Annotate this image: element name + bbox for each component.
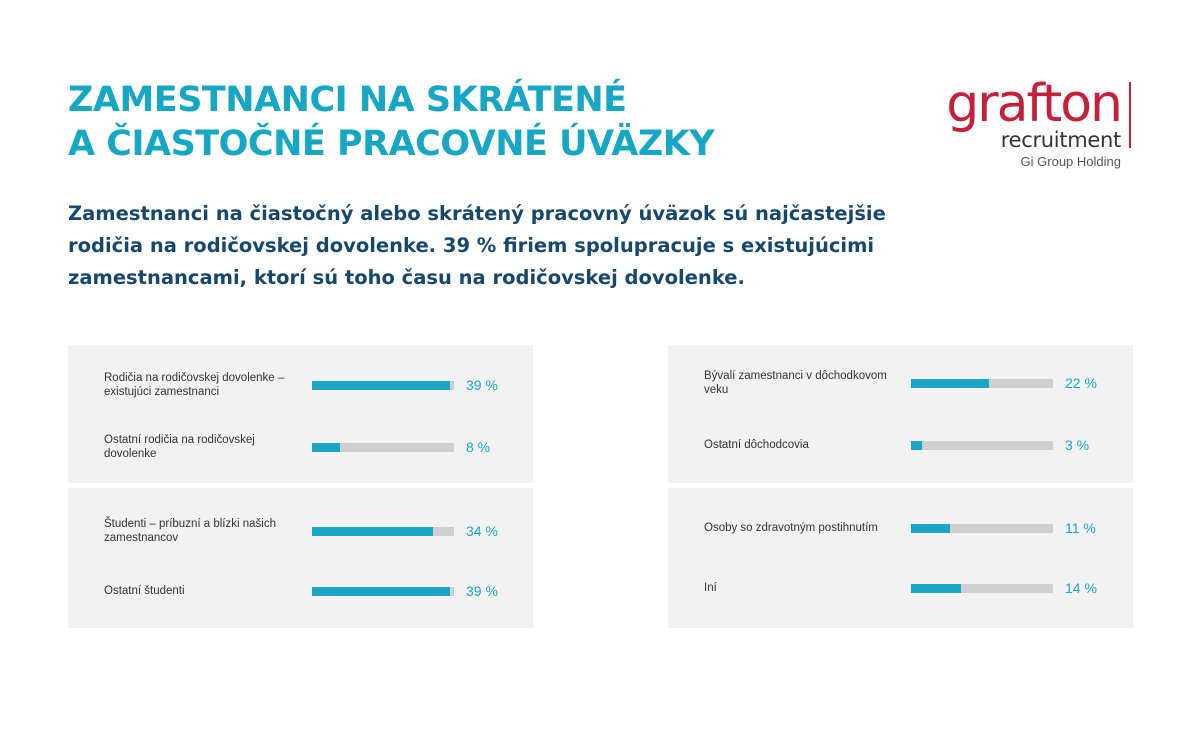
intro-text: Zamestnanci na čiastočný alebo skrátený pracovný úväzok sú najčastejšie rodičia na rodičovskej dovolenke. 39 % firiem spolupracuje s existujúcimi zamestnancami, ktorí sú toho času na rodičovskej dovolenke.	[68, 202, 886, 289]
bar-label: Iní	[704, 582, 717, 594]
data-label: 11 %	[1065, 520, 1096, 536]
chart-panel	[668, 345, 1133, 483]
bar-label: Rodičia na rodičovskej dovolenke – existujúci zamestnanci	[104, 372, 285, 398]
bar	[911, 441, 922, 450]
chart-row	[668, 363, 1133, 403]
data-label: 39 %	[466, 583, 498, 599]
bar-track	[312, 527, 454, 536]
data-label: 39 %	[466, 377, 498, 393]
chart-panel	[68, 488, 533, 628]
chart-row	[668, 425, 1133, 465]
chart-row	[668, 508, 1133, 548]
bar-label: Ostatní študenti	[104, 585, 185, 597]
bar-label: Študenti – príbuzní a blízki našich zamestnancov	[104, 518, 276, 544]
bar-track	[312, 587, 454, 596]
bar-track	[312, 443, 454, 452]
data-label: 22 %	[1065, 375, 1097, 391]
chart-row	[68, 511, 533, 551]
data-label: 14 %	[1065, 580, 1097, 596]
bar-track	[312, 381, 454, 390]
bar	[911, 584, 961, 593]
title-line-2: A ČIASTOČNÉ PRACOVNÉ ÚVÄZKY	[68, 124, 715, 164]
title-line-1: ZAMESTNANCI NA SKRÁTENÉ	[68, 80, 627, 120]
chart-row	[68, 427, 533, 467]
logo-subtitle: recruitment	[1000, 128, 1121, 152]
chart-panel	[668, 488, 1133, 628]
logo-divider	[1129, 82, 1131, 148]
bar	[911, 379, 989, 388]
bar	[312, 587, 450, 596]
bar-track	[911, 379, 1053, 388]
bar-track	[911, 441, 1053, 450]
data-label: 8 %	[466, 439, 491, 455]
bar-label: Ostatní dôchodcovia	[704, 439, 809, 451]
chart-row	[68, 571, 533, 611]
bar	[312, 443, 340, 452]
bar	[312, 381, 450, 390]
grafton-logo	[905, 74, 1135, 172]
page-title	[68, 78, 828, 166]
data-label: 3 %	[1065, 437, 1090, 453]
logo-brand: grafton	[946, 74, 1121, 134]
data-label: 34 %	[466, 523, 498, 539]
chart-row	[668, 568, 1133, 608]
bar-label: Ostatní rodičia na rodičovskej dovolenke	[104, 434, 255, 460]
bar-label: Bývalí zamestnanci v dôchodkovom veku	[704, 370, 887, 396]
logo-holding: Gi Group Holding	[1020, 154, 1121, 169]
chart-row	[68, 365, 533, 405]
bar-label: Osoby so zdravotným postihnutím	[704, 522, 878, 534]
bar-track	[911, 584, 1053, 593]
bar	[911, 524, 950, 533]
bar	[312, 527, 433, 536]
bar-track	[911, 524, 1053, 533]
chart-panel	[68, 345, 533, 483]
